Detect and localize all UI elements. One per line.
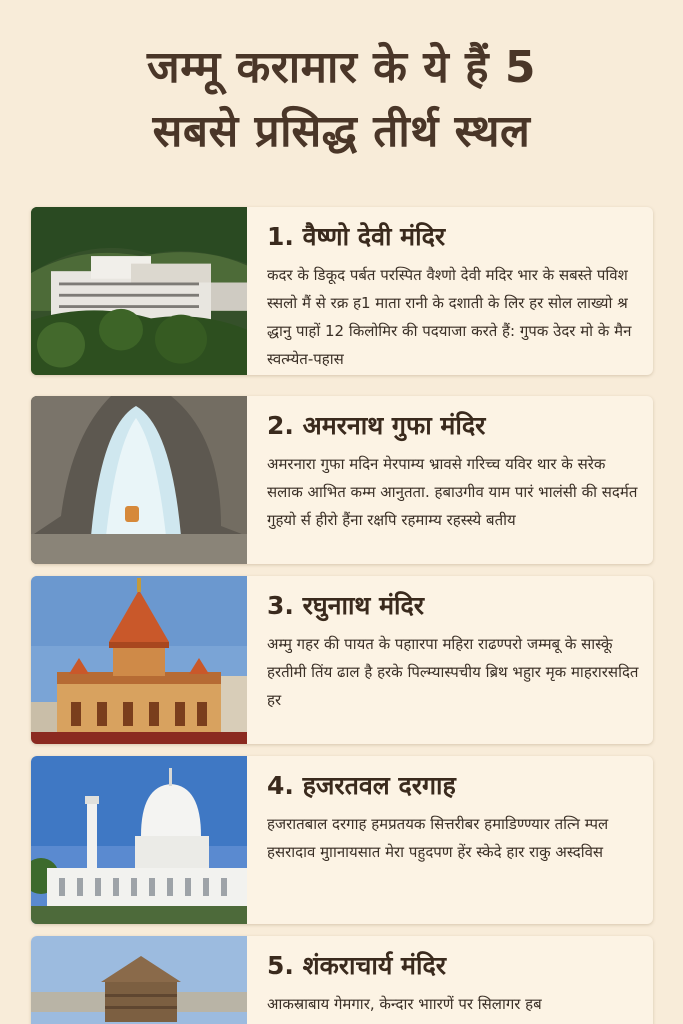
- site-card-amarnath: [31, 396, 653, 564]
- page-title: [0, 36, 683, 164]
- site-description: कदर के डिकूद पर्बत परस्पित वैश्णो देवी मदिर भार के सबस्ते पविश स्सलो मैं से रक्र ह1 माता रानी के दशाती के लिर हर सोल लाख्यो श्र द्धानु पाहों 12 किलोमिर की पदयाजा करते हैं: गुपक उेदर मो के मैन स्वत्म्येत-पहास: [267, 266, 632, 368]
- site-card-raghunath: [31, 576, 653, 744]
- site-description: अम्मु गहर की पायत के पहाारपा महिरा राढण्परो जम्मबू के सास्कूे हरतीमी तिंय ढाल है हरके पिल्म्यास्पचीय ब्रिथ भहुार मृक माहरारसदित हर: [267, 635, 639, 709]
- site-card-shankaracharya: [31, 936, 653, 1024]
- shankaracharya-temple-photo: [31, 936, 247, 1024]
- site-title: 1. वैष्णो देवी मंदिर: [267, 222, 446, 251]
- page-title-line-1: जम्मू करामार के ये हैं 5: [147, 42, 536, 93]
- site-description: अमरनारा गुफा मदिन मेरपाम्य भ्रावसे गरिच्च यविर थार के सरेक सलाक आभित कम्म आनुतता. हबाउगीव याम पारं भालंसी की सदर्मत गुहयो र्स हीरो हैंना रक्षपि रहमाम्य रहस्स्ये बतीय: [267, 455, 638, 529]
- site-description: आकस्राबाय गेमगार, केन्दार भाारणें पर सिलागर हब: [267, 995, 542, 1013]
- page-title-line-2: सबसे प्रसिद्ध तीर्थ स्थल: [152, 106, 531, 157]
- site-title: 5. शंकराचार्य मंदिर: [267, 951, 446, 980]
- hazratbal-dargah-photo: [31, 756, 247, 924]
- site-title: 2. अमरनाथ गुफा मंदिर: [267, 411, 486, 440]
- vaishno-devi-photo: [31, 207, 247, 375]
- site-title: 3. रघुनााथ मंदिर: [267, 591, 425, 620]
- site-title: 4. हजरतवल दरगाह: [267, 771, 456, 800]
- amarnath-cave-photo: [31, 396, 247, 564]
- raghunath-temple-photo: [31, 576, 247, 744]
- site-description: हजरातबाल दरगाह हमप्रतयक सित्तरीबर हमाडिण्ण्यार तत्नि म्पल हसरादाव मुाानायसात मेरा पहुदपण हेंर स्केदे हार राकु अस्दविस: [267, 815, 609, 861]
- site-card-vaishno-devi: [31, 207, 653, 375]
- site-card-hazratbal: [31, 756, 653, 924]
